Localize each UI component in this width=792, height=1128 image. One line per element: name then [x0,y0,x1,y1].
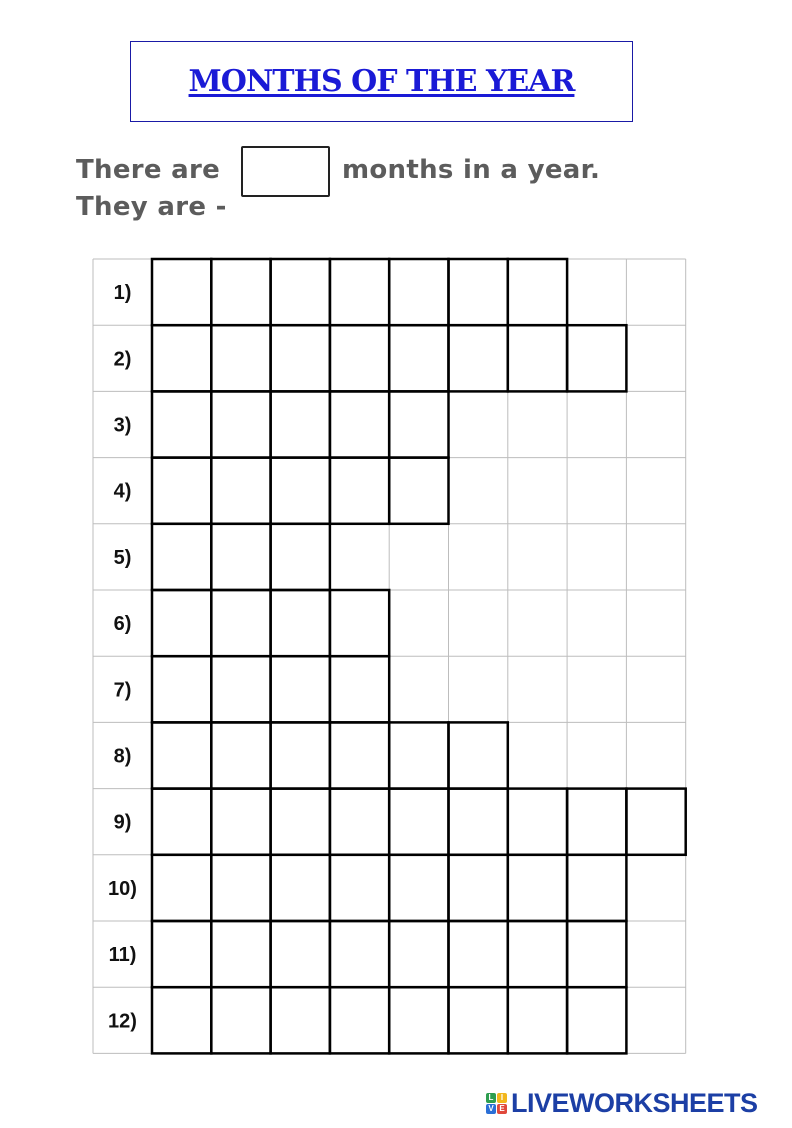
logo-mark-letter: I [497,1093,507,1103]
letter-box[interactable] [567,789,626,855]
row-number-label: 8) [113,745,132,768]
row-number-label: 11) [108,944,137,967]
letter-box[interactable] [449,722,508,788]
letter-box[interactable] [389,722,448,788]
letter-box[interactable] [211,722,270,788]
letter-box[interactable] [330,259,389,325]
letter-box[interactable] [271,921,330,987]
letter-box[interactable] [211,855,270,921]
letter-box[interactable] [508,855,567,921]
letter-box[interactable] [152,789,211,855]
letter-box[interactable] [152,590,211,656]
letter-box[interactable] [330,458,389,524]
letter-box[interactable] [330,789,389,855]
logo-mark-letter: L [486,1093,496,1103]
page-title: MONTHS OF THE YEAR [188,64,575,99]
letter-box[interactable] [330,987,389,1053]
letter-box[interactable] [330,722,389,788]
letter-box[interactable] [271,458,330,524]
letter-box[interactable] [389,391,448,457]
letter-box[interactable] [567,855,626,921]
logo-mark-letter: E [497,1104,507,1114]
letter-box[interactable] [271,855,330,921]
letter-box[interactable] [271,656,330,722]
letter-box[interactable] [211,590,270,656]
letter-box[interactable] [271,789,330,855]
letter-box[interactable] [330,921,389,987]
letter-box[interactable] [567,987,626,1053]
letter-box[interactable] [152,987,211,1053]
letter-box[interactable] [508,325,567,391]
letter-box[interactable] [389,259,448,325]
letter-box[interactable] [330,391,389,457]
logo-text: LIVEWORKSHEETS [511,1088,758,1118]
row-number-label: 6) [113,613,132,636]
row-number-label: 3) [113,414,132,437]
letter-box[interactable] [152,722,211,788]
letter-box[interactable] [211,789,270,855]
row-number-label: 10) [108,877,137,900]
letter-box[interactable] [508,259,567,325]
letter-box[interactable] [330,590,389,656]
row-number-label: 1) [113,282,132,305]
letter-box[interactable] [389,325,448,391]
letter-box[interactable] [389,987,448,1053]
letter-box[interactable] [271,325,330,391]
letter-box[interactable] [211,391,270,457]
letter-box[interactable] [330,855,389,921]
letter-box[interactable] [330,325,389,391]
letter-box[interactable] [626,789,685,855]
letter-box[interactable] [271,722,330,788]
letter-box[interactable] [449,855,508,921]
letter-box[interactable] [389,921,448,987]
sentence-line2: They are - [76,192,227,222]
logo-mark-icon [486,1093,507,1114]
letter-box[interactable] [449,325,508,391]
row-number-label: 2) [113,348,132,371]
letter-box[interactable] [211,524,270,590]
sentence-before: There are [76,155,221,185]
row-number-label: 7) [113,679,132,702]
letter-box[interactable] [211,325,270,391]
letter-box[interactable] [152,391,211,457]
row-number-label: 4) [113,480,132,503]
letter-box[interactable] [152,855,211,921]
letter-box[interactable] [389,855,448,921]
letter-box[interactable] [211,458,270,524]
letter-box[interactable] [567,325,626,391]
letter-box[interactable] [271,524,330,590]
letter-box[interactable] [449,987,508,1053]
letter-box[interactable] [211,921,270,987]
row-number-label: 9) [113,811,132,834]
letter-box[interactable] [271,259,330,325]
letter-box[interactable] [152,524,211,590]
letter-box[interactable] [152,458,211,524]
letter-box[interactable] [389,789,448,855]
letter-box[interactable] [567,921,626,987]
letter-box[interactable] [389,458,448,524]
liveworksheets-logo [486,1088,758,1119]
letter-box[interactable] [271,391,330,457]
letter-box[interactable] [508,987,567,1053]
logo-mark-letter: V [486,1104,496,1114]
letter-box[interactable] [211,656,270,722]
row-number-label: 12) [108,1010,137,1033]
letter-box[interactable] [152,325,211,391]
letter-box[interactable] [449,789,508,855]
letter-box[interactable] [449,921,508,987]
letter-box[interactable] [152,656,211,722]
letter-box[interactable] [449,259,508,325]
letter-box[interactable] [271,987,330,1053]
letter-box[interactable] [330,656,389,722]
sentence-after: months in a year. [342,155,601,185]
row-number-label: 5) [113,546,132,569]
letter-box[interactable] [211,987,270,1053]
letter-box[interactable] [508,921,567,987]
letter-box[interactable] [211,259,270,325]
letter-box[interactable] [152,259,211,325]
letter-box[interactable] [508,789,567,855]
letter-box[interactable] [271,590,330,656]
letter-box[interactable] [152,921,211,987]
